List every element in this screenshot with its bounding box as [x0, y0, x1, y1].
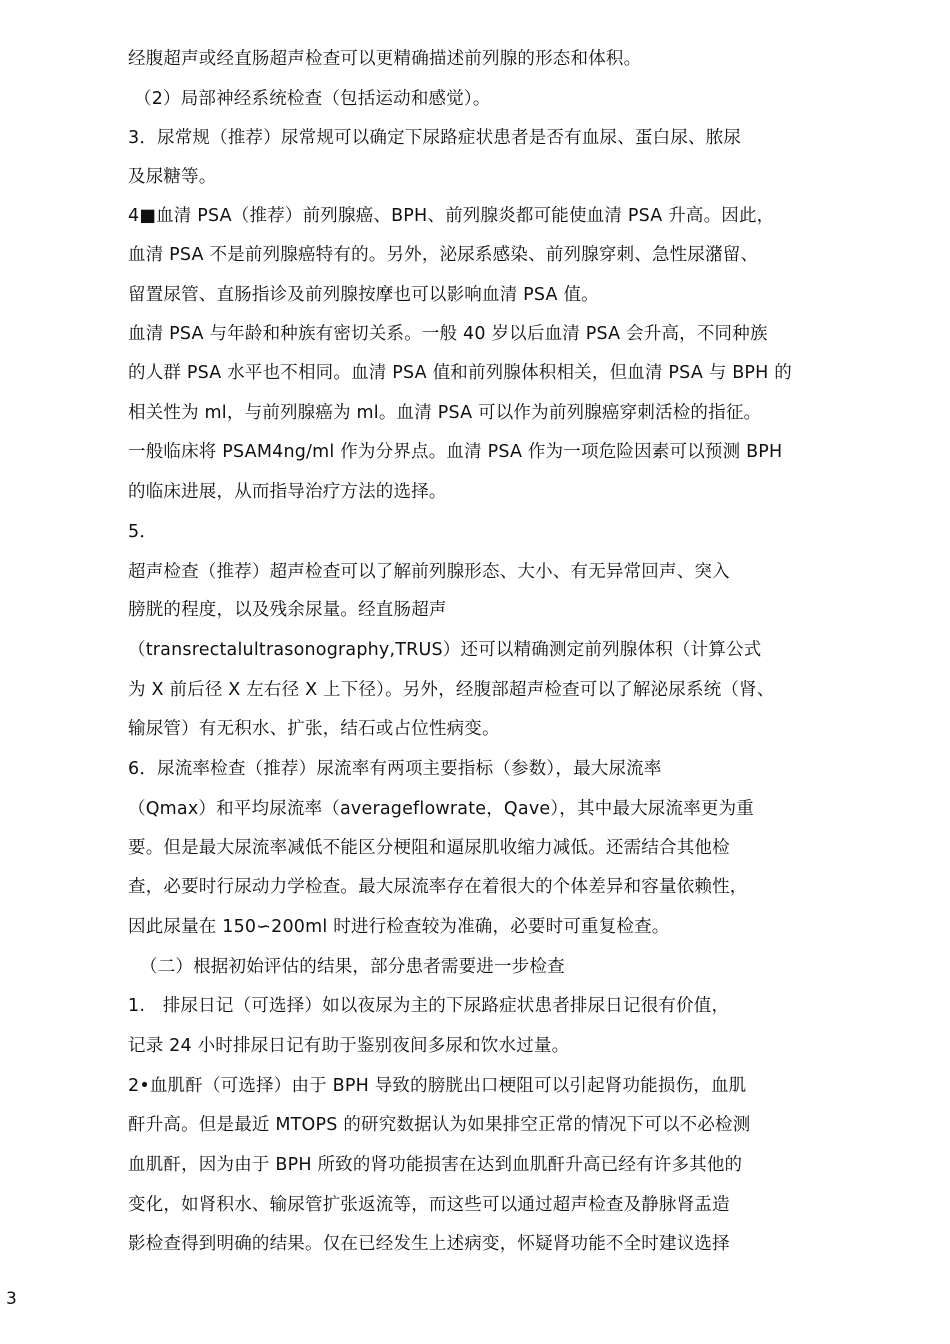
text-line: 血清 PSA 与年龄和种族有密切关系。一般 40 岁以后血清 PSA 会升高，不同种族: [128, 324, 768, 344]
text-line: 2•血肌酐（可选择）由于 BPH 导致的膀胱出口梗阻可以引起肾功能损伤，血肌: [128, 1076, 747, 1096]
text-line: 血肌酐，因为由于 BPH 所致的肾功能损害在达到血肌酐升高已经有许多其他的: [128, 1155, 743, 1175]
text-line: 留置尿管、直肠指诊及前列腺按摩也可以影响血清 PSA 值。: [128, 285, 599, 305]
text-line: 一般临床将 PSAM4ng/ml 作为分界点。血清 PSA 作为一项危险因素可以预测 BPH: [128, 442, 783, 462]
text-line: 查，必要时行尿动力学检查。最大尿流率存在着很大的个体差异和容量依赖性，: [128, 877, 748, 897]
text-line: 因此尿量在 150∽200ml 时进行检查较为准确，必要时可重复检查。: [128, 917, 670, 937]
text-line: 的临床进展，从而指导治疗方法的选择。: [128, 482, 447, 502]
text-line: 及尿糖等。: [128, 167, 217, 187]
text-line: 的人群 PSA 水平也不相同。血清 PSA 值和前列腺体积相关，但血清 PSA 与 BPH 的: [128, 363, 792, 383]
page-number: 3: [6, 1289, 17, 1309]
text-line: 为 X 前后径 X 左右径 X 上下径）。另外，经腹部超声检查可以了解泌尿系统（肾、: [128, 680, 775, 700]
text-line: （transrectalultrasonography,TRUS）还可以精确测定前列腺体积（计算公式: [128, 640, 762, 660]
text-line: 3．尿常规（推荐）尿常规可以确定下尿路症状患者是否有血尿、蛋白尿、脓尿: [128, 128, 742, 148]
text-line: 4■血清 PSA（推荐）前列腺癌、BPH、前列腺炎都可能使血清 PSA 升高。因此，: [128, 206, 775, 226]
text-line: 要。但是最大尿流率减低不能区分梗阻和逼尿肌收缩力减低。还需结合其他检: [128, 838, 730, 858]
text-line: 输尿管）有无积水、扩张，结石或占位性病变。: [128, 719, 500, 739]
text-line: 影检查得到明确的结果。仅在已经发生上述病变，怀疑肾功能不全时建议选择: [128, 1234, 730, 1254]
text-line: 相关性为 ml，与前列腺癌为 ml。血清 PSA 可以作为前列腺癌穿刺活检的指征。: [128, 403, 762, 423]
text-line: 血清 PSA 不是前列腺癌特有的。另外，泌尿系感染、前列腺穿刺、急性尿潴留、: [128, 245, 759, 265]
text-line: （二）根据初始评估的结果，部分患者需要进一步检查: [140, 957, 565, 977]
text-line: 膀胱的程度，以及残余尿量。经直肠超声: [128, 600, 447, 620]
text-line: 5．: [128, 522, 158, 542]
text-line: 6．尿流率检查（推荐）尿流率有两项主要指标（参数），最大尿流率: [128, 759, 662, 779]
text-line: 超声检查（推荐）超声检查可以了解前列腺形态、大小、有无异常回声、突入: [128, 562, 730, 582]
text-line: （2）局部神经系统检查（包括运动和感觉）。: [134, 89, 491, 109]
text-line: 1. 排尿日记（可选择）如以夜尿为主的下尿路症状患者排尿日记很有价值，: [128, 996, 730, 1016]
text-line: 记录 24 小时排尿日记有助于鉴别夜间多尿和饮水过量。: [128, 1036, 570, 1056]
text-line: 酐升高。但是最近 MTOPS 的研究数据认为如果排空正常的情况下可以不必检测: [128, 1115, 751, 1135]
text-line: 经腹超声或经直肠超声检查可以更精确描述前列腺的形态和体积。: [128, 49, 642, 69]
text-line: （Qmax）和平均尿流率（averageflowrate，Qave），其中最大尿流率更为重: [128, 799, 755, 819]
text-line: 变化，如肾积水、输尿管扩张返流等，而这些可以通过超声检查及静脉肾盂造: [128, 1195, 730, 1215]
